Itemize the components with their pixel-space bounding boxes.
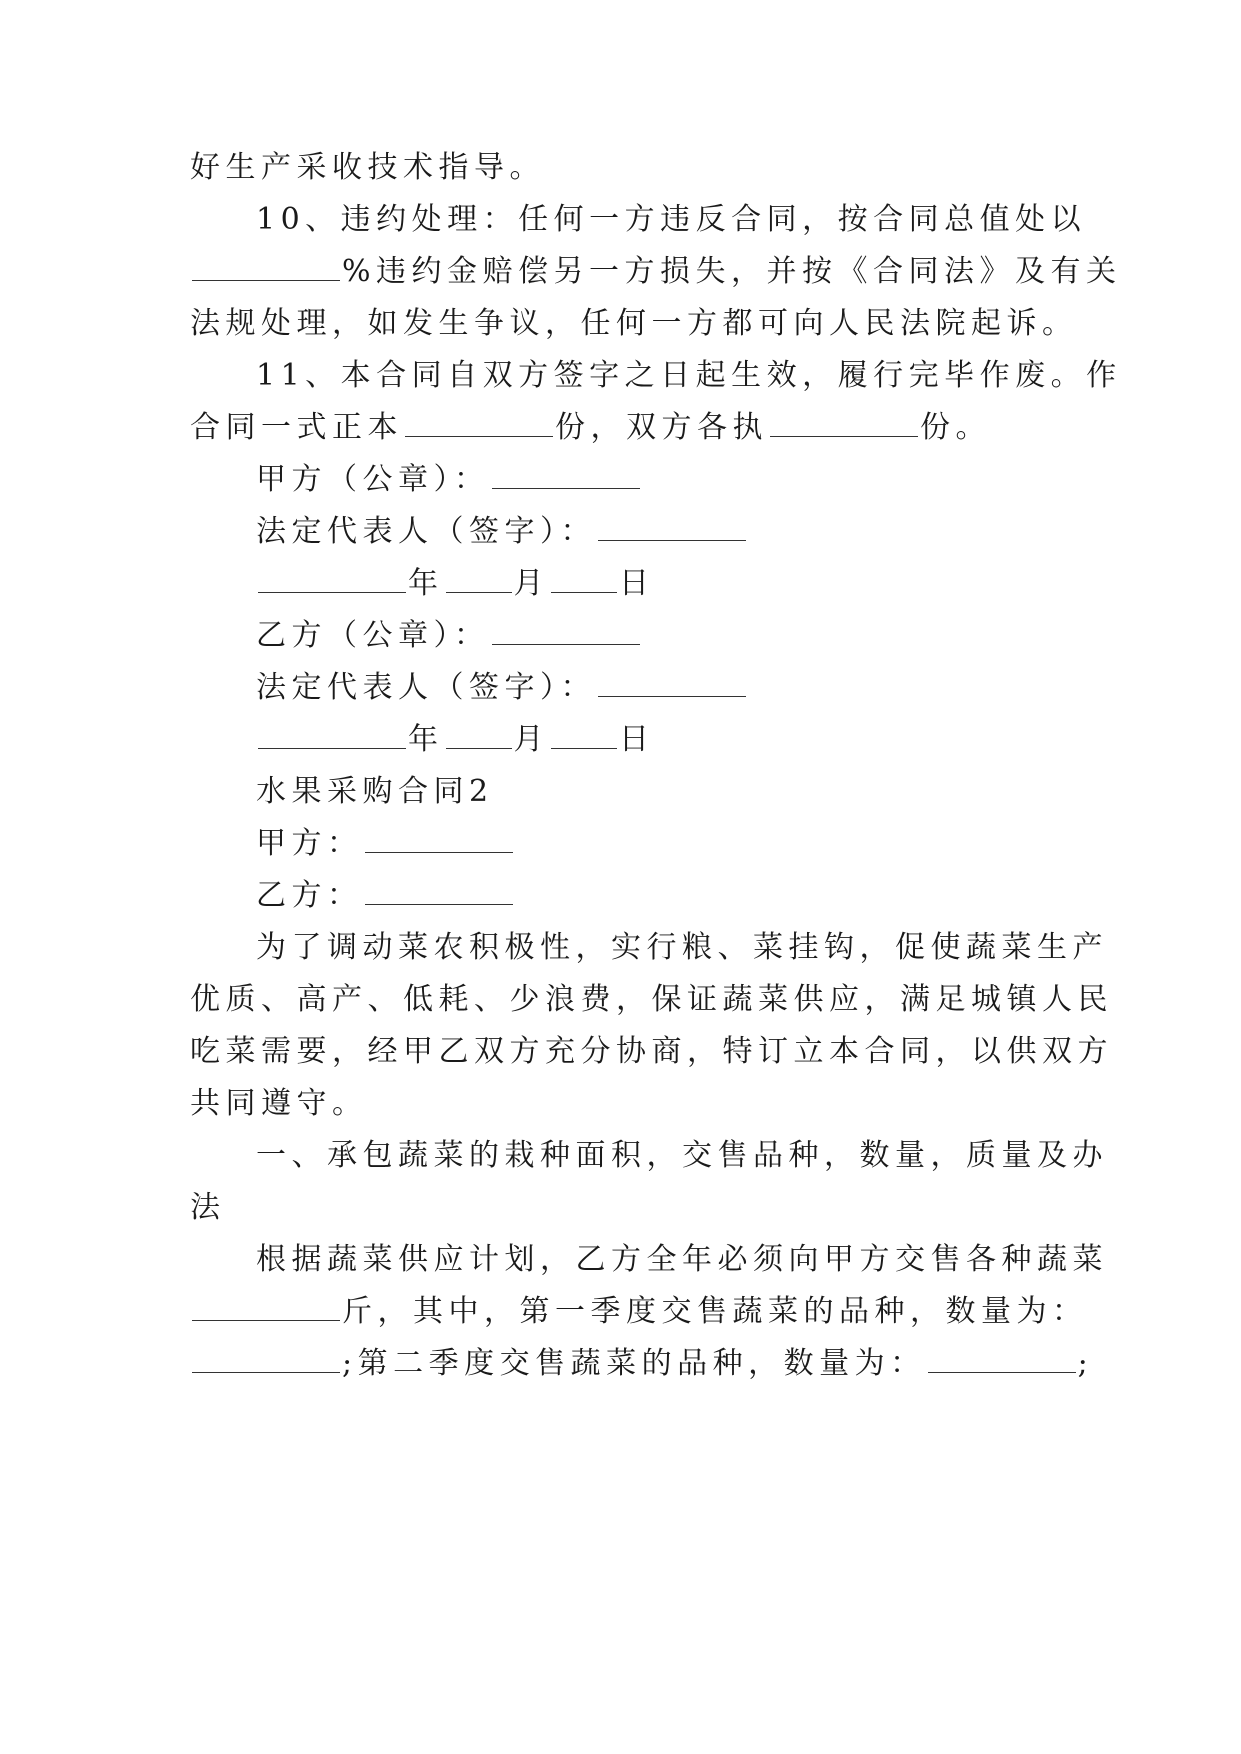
day-blank[interactable] xyxy=(551,720,617,749)
fill-in-blank[interactable] xyxy=(770,408,918,437)
fill-in-blank[interactable] xyxy=(365,876,513,905)
text: 月 xyxy=(513,722,549,757)
text: 合同一式正本 xyxy=(190,410,403,445)
text: 吃菜需要，经甲乙双方充分协商，特订立本合同，以供双方 xyxy=(190,1034,1113,1069)
party-b-rep-line xyxy=(256,668,748,708)
text: 法规处理，如发生争议，任何一方都可向人民法院起诉。 xyxy=(190,306,1078,341)
text: ; xyxy=(1077,1346,1094,1381)
paragraph-line xyxy=(190,304,1078,344)
section-title xyxy=(256,772,494,812)
fill-in-blank[interactable] xyxy=(492,616,640,645)
fill-in-blank[interactable] xyxy=(928,1344,1076,1373)
text: 优质、高产、低耗、少浪费，保证蔬菜供应，满足城镇人民 xyxy=(190,982,1113,1017)
party-b-line xyxy=(256,876,515,916)
text: 共同遵守。 xyxy=(190,1086,368,1121)
text: 法 xyxy=(190,1190,226,1225)
paragraph-line xyxy=(190,408,991,448)
label: 法定代表人（签字）： xyxy=(256,514,596,549)
year-blank[interactable] xyxy=(258,720,406,749)
fill-in-blank[interactable] xyxy=(598,512,746,541)
paragraph-line xyxy=(190,148,545,188)
paragraph-line xyxy=(190,1292,1088,1332)
paragraph-line xyxy=(190,252,1122,292)
month-blank[interactable] xyxy=(446,720,512,749)
paragraph-line xyxy=(190,1188,226,1228)
label: 甲方： xyxy=(256,826,363,861)
party-a-seal-line xyxy=(256,460,642,500)
text: ;第二季度交售蔬菜的品种，数量为： xyxy=(342,1346,926,1381)
party-b-seal-line xyxy=(256,616,642,656)
label: 甲方（公章）： xyxy=(256,462,490,497)
paragraph-line xyxy=(256,928,1108,968)
text: 一、承包蔬菜的栽种面积，交售品种，数量，质量及办 xyxy=(256,1138,1108,1173)
fill-in-blank[interactable] xyxy=(405,408,553,437)
day-blank[interactable] xyxy=(551,564,617,593)
fill-in-blank[interactable] xyxy=(365,824,513,853)
label: 乙方： xyxy=(256,878,363,913)
fill-in-blank[interactable] xyxy=(492,460,640,489)
clause-11-line xyxy=(256,356,1122,396)
party-a-line xyxy=(256,824,515,864)
paragraph-line xyxy=(190,1344,1093,1384)
text: 日 xyxy=(619,566,655,601)
clause-10-line xyxy=(256,200,1086,240)
fill-in-blank[interactable] xyxy=(192,1344,340,1373)
party-b-date-line xyxy=(256,720,655,760)
fill-in-blank[interactable] xyxy=(192,252,340,281)
text: 月 xyxy=(513,566,549,601)
text: 好生产采收技术指导。 xyxy=(190,150,545,185)
text: 根据蔬菜供应计划，乙方全年必须向甲方交售各种蔬菜 xyxy=(256,1242,1108,1277)
fill-in-blank[interactable] xyxy=(598,668,746,697)
label: 乙方（公章）： xyxy=(256,618,490,653)
label: 法定代表人（签字）： xyxy=(256,670,596,705)
text: 份，双方各执 xyxy=(555,410,768,445)
party-a-date-line xyxy=(256,564,655,604)
text: 斤，其中，第一季度交售蔬菜的品种，数量为： xyxy=(342,1294,1088,1329)
text: 年 xyxy=(408,566,444,601)
text: 日 xyxy=(619,722,655,757)
text: 份。 xyxy=(920,410,991,445)
paragraph-line xyxy=(190,980,1113,1020)
month-blank[interactable] xyxy=(446,564,512,593)
text: 年 xyxy=(408,722,444,757)
text: 11、本合同自双方签字之日起生效，履行完毕作废。作 xyxy=(256,358,1122,393)
paragraph-line xyxy=(190,1084,368,1124)
text: %违约金赔偿另一方损失，并按《合同法》及有关 xyxy=(342,254,1122,289)
paragraph-line xyxy=(256,1240,1108,1280)
text: 10、违约处理：任何一方违反合同，按合同总值处以 xyxy=(256,202,1087,237)
text: 水果采购合同2 xyxy=(256,774,494,809)
section-heading xyxy=(256,1136,1108,1176)
text: 为了调动菜农积极性，实行粮、菜挂钩，促使蔬菜生产 xyxy=(256,930,1108,965)
paragraph-line xyxy=(190,1032,1113,1072)
fill-in-blank[interactable] xyxy=(192,1292,340,1321)
party-a-rep-line xyxy=(256,512,748,552)
year-blank[interactable] xyxy=(258,564,406,593)
